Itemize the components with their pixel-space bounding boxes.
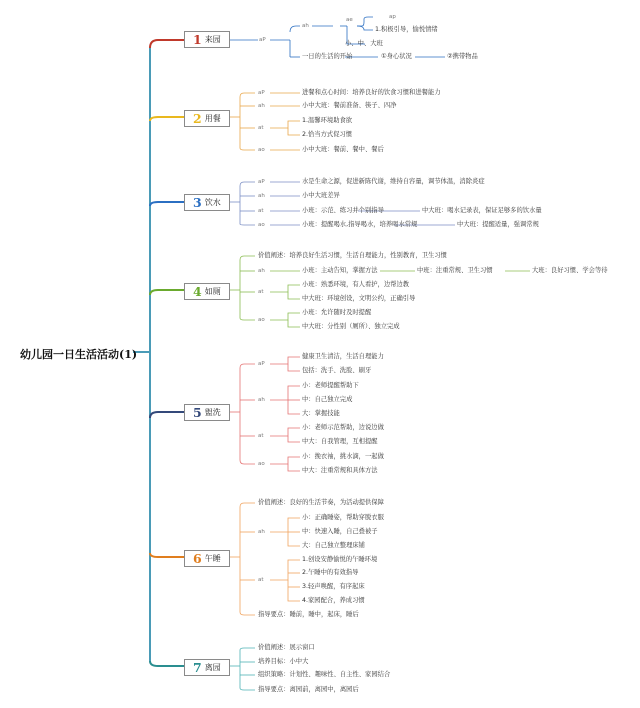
node-text: 中大班：喝水记录表，保证足够多的饮水量: [422, 207, 542, 214]
category-6-node[interactable]: [184, 550, 230, 567]
node-text: 一日的生活的开始: [302, 53, 353, 60]
root-title: 幼儿园一日生活活动(1): [20, 348, 138, 361]
node-text: 小班：提醒喝水,指导喝水，培养喝水常规: [302, 221, 418, 228]
tag: ah: [258, 193, 265, 199]
tag: at: [258, 125, 264, 131]
category-2-label: 用餐: [204, 114, 221, 123]
category-4-node[interactable]: [184, 283, 230, 300]
node-text: 中大班：分性别（厕所）、独立完成: [302, 323, 400, 330]
node-text: 小班：熟悉环境，有人看护，边帮边教: [302, 281, 410, 288]
tag: ao: [258, 222, 265, 228]
tag: ah: [302, 23, 309, 29]
node-text: 培养目标：小中大: [258, 658, 309, 665]
category-1-label: 来园: [204, 35, 221, 44]
node-text: 价值阐述：培养良好生活习惯，生活自理能力，性别教育，卫生习惯: [258, 252, 447, 259]
node-text: ②携带物品: [447, 53, 478, 60]
tag: aP: [258, 90, 265, 96]
node-text: 小：挽衣袖，挑水滴，一起做: [302, 453, 384, 460]
node-text: 1.温馨环境助食欲: [302, 117, 353, 124]
node-text: 小中大班：餐前准备、筷子、四净: [302, 102, 397, 109]
node-text: 中大：自我管理，互相提醒: [302, 438, 378, 445]
node-text: 指导要点：睡前，睡中，起床，睡后: [258, 611, 359, 618]
node-text: 中大班：环境创设，文明公约，正确引导: [302, 295, 416, 302]
tag: aP: [259, 37, 266, 43]
node-text: 4.家园配合，养成习惯: [302, 597, 365, 604]
node-text: 1.积极引导，愉悦情绪: [375, 26, 438, 33]
category-3-node[interactable]: [184, 194, 230, 211]
node-text: 小班：允许随时及时提醒: [302, 309, 372, 316]
category-3-label: 饮水: [204, 198, 221, 207]
category-6-label: 午睡: [204, 554, 221, 563]
category-2-number: 2: [193, 111, 202, 126]
node-text: 小：正确睡姿，帮助穿脱衣服: [302, 514, 384, 521]
category-1-number: 1: [193, 32, 202, 47]
node-text: 小、中、大班: [345, 40, 383, 47]
tag: aP: [258, 179, 265, 185]
category-6-number: 6: [193, 551, 202, 566]
node-text: 小：老师示范帮助，边说边做: [302, 424, 384, 431]
node-text: 2.恰当方式促习惯: [302, 131, 353, 138]
category-7-node[interactable]: [184, 659, 230, 676]
node-text: 大班：良好习惯、学会等待: [532, 267, 608, 274]
node-text: ①身心状况: [381, 53, 412, 60]
tag: at: [258, 289, 264, 295]
node-text: 中班：注重常规、卫生习惯: [417, 267, 493, 274]
category-7-number: 7: [193, 660, 202, 675]
node-text: 价值阐述：良好的生活节奏，为活动提供保障: [258, 499, 384, 506]
tag: ap: [389, 14, 396, 20]
node-text: 小：老师提醒帮助下: [302, 382, 359, 389]
node-text: 1.创设安静愉悦的午睡环境: [302, 556, 378, 563]
node-text: 水是生命之源，促进新陈代谢，维持自容量，调节体温，消除炎症: [302, 178, 485, 185]
node-text: 中：自己独立完成: [302, 396, 353, 403]
category-4-label: 如厕: [204, 287, 221, 296]
node-text: 中大班：提醒适量，强调常规: [457, 221, 539, 228]
tag: ae: [346, 17, 353, 23]
tag: aP: [258, 361, 265, 367]
category-1-node[interactable]: [184, 31, 230, 48]
node-text: 中大：注重常规和具体方法: [302, 467, 378, 474]
tag: ao: [258, 461, 265, 467]
category-5-number: 5: [193, 405, 202, 420]
tag: ah: [258, 103, 265, 109]
category-3-number: 3: [193, 195, 202, 210]
node-text: 中：快速入睡，自己叠被子: [302, 528, 378, 535]
node-text: 组织策略：计划性、趣味性、自主性、家园结合: [258, 671, 391, 678]
category-4-number: 4: [193, 284, 202, 299]
tag: ao: [258, 317, 265, 323]
node-text: 小班：示范、练习并个别指导: [302, 207, 384, 214]
node-text: 3.轻声唤醒，有序起床: [302, 583, 365, 590]
node-text: 小班：主动告知，掌握方法: [302, 267, 378, 274]
tag: at: [258, 433, 264, 439]
node-text: 进餐和点心时间：培养良好的饮食习惯和进餐能力: [302, 89, 441, 96]
category-7-label: 离园: [204, 663, 221, 672]
node-text: 包括：洗手、洗脸、刷牙: [302, 367, 372, 374]
tag: ah: [258, 397, 265, 403]
node-text: 价值阐述：展示窗口: [258, 644, 315, 651]
category-5-node[interactable]: [184, 404, 230, 421]
node-text: 小中大班：餐前、餐中、餐后: [302, 146, 384, 153]
node-text: 小中大班差异: [302, 192, 340, 199]
node-text: 大：掌握技能: [302, 410, 340, 417]
tag: ao: [258, 147, 265, 153]
tag: ah: [258, 268, 265, 274]
category-2-node[interactable]: [184, 110, 230, 127]
node-text: 指导要点：离园前，离园中，离园后: [258, 686, 359, 693]
category-5-label: 盥洗: [204, 408, 221, 417]
tag: at: [258, 577, 264, 583]
node-text: 健康卫生清洁，生活自理能力: [302, 353, 384, 360]
tag: at: [258, 208, 264, 214]
node-text: 2.午睡中的有效指导: [302, 569, 359, 576]
tag: ah: [258, 529, 265, 535]
node-text: 大：自己独立整理床铺: [302, 542, 365, 549]
